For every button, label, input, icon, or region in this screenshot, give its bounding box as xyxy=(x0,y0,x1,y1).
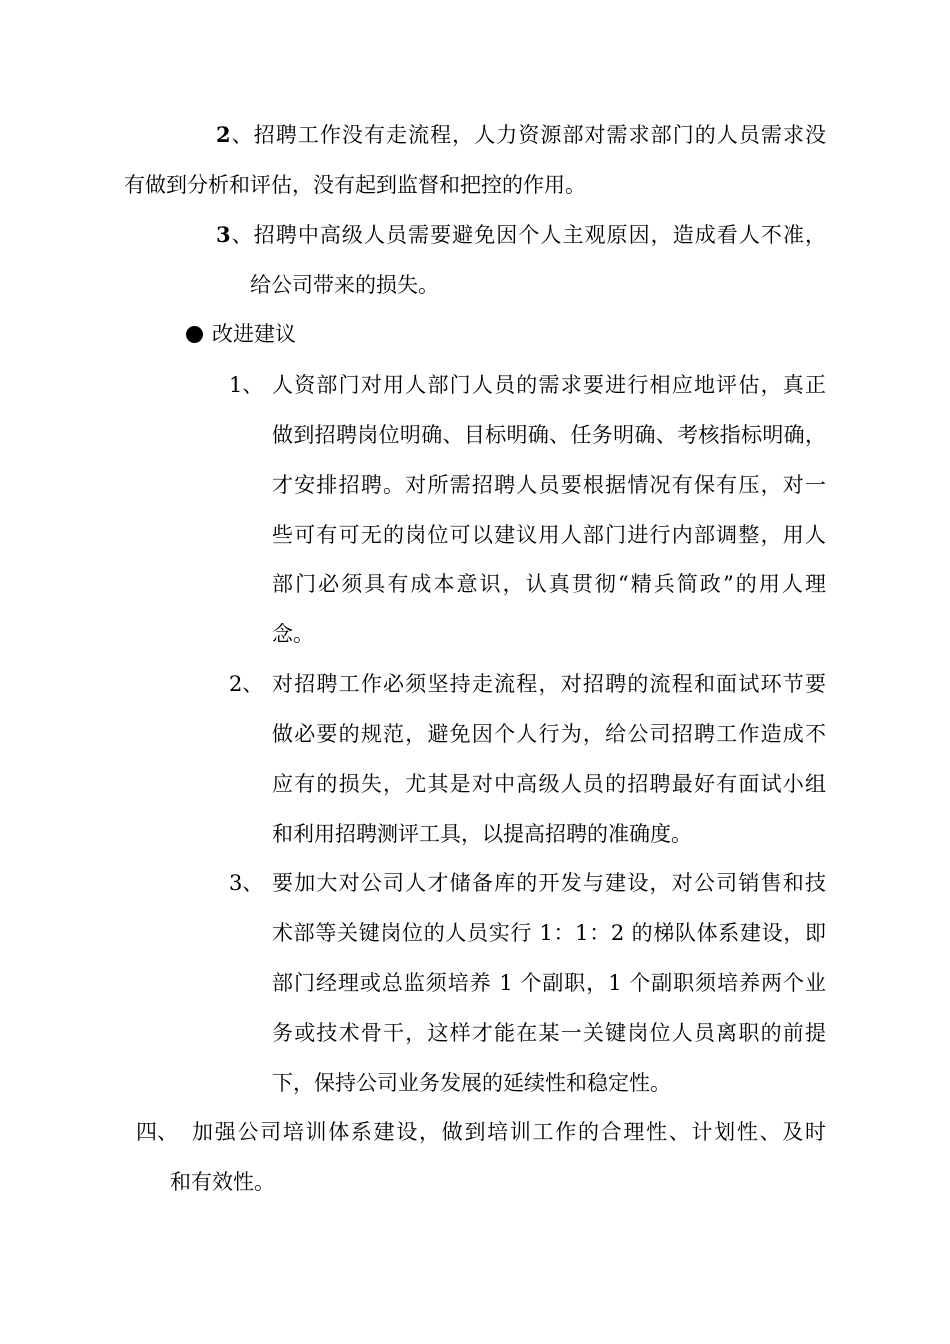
suggestion-3-line-4: 务或技术骨干，这样才能在某一关键岗位人员离职的前提 xyxy=(272,1021,826,1045)
bullet-dot-icon xyxy=(186,326,203,343)
suggestion-1-marker: 1、 xyxy=(229,373,264,397)
issue-3-line-2: 给公司带来的损失。 xyxy=(250,273,439,297)
suggestion-2-line-1: 对招聘工作必须坚持走流程，对招聘的流程和面试环节要 xyxy=(272,672,826,696)
section-four-line-1: 加强公司培训体系建设，做到培训工作的合理性、计划性、及时 xyxy=(192,1120,826,1144)
suggestion-2-marker: 2、 xyxy=(229,672,264,696)
issue-2-number: 2 xyxy=(216,122,231,147)
suggestion-1-line-2: 做到招聘岗位明确、目标明确、任务明确、考核指标明确， xyxy=(272,423,826,447)
suggestion-1-line-5: 部门必须具有成本意识，认真贯彻“精兵简政”的用人理 xyxy=(272,572,826,596)
suggestion-1-line-1: 人资部门对用人部门人员的需求要进行相应地评估，真正 xyxy=(272,373,826,397)
suggestion-1-line-4: 些可有可无的岗位可以建议用人部门进行内部调整，用人 xyxy=(272,523,826,547)
suggestion-3-line-2: 术部等关键岗位的人员实行 1：1：2 的梯队体系建设，即 xyxy=(272,921,826,945)
suggestion-3-line-3: 部门经理或总监须培养 1 个副职，1 个副职须培养两个业 xyxy=(272,971,826,995)
section-four-marker: 四、 xyxy=(136,1120,178,1144)
issue-2-line-2: 有做到分析和评估，没有起到监督和把控的作用。 xyxy=(124,173,586,197)
suggestion-1-line-6: 念。 xyxy=(272,622,314,646)
issue-2-line-1: 2、招聘工作没有走流程，人力资源部对需求部门的人员需求没 xyxy=(216,122,826,147)
suggestion-2-line-2: 做必要的规范，避免因个人行为，给公司招聘工作造成不 xyxy=(272,722,826,746)
suggestion-3-line-5: 下，保持公司业务发展的延续性和稳定性。 xyxy=(272,1071,671,1095)
suggestion-3-marker: 3、 xyxy=(229,871,264,895)
suggestion-1-line-3: 才安排招聘。对所需招聘人员要根据情况有保有压，对一 xyxy=(272,473,826,497)
section-four-line-2: 和有效性。 xyxy=(170,1170,275,1194)
suggestion-2-line-4: 和利用招聘测评工具，以提高招聘的准确度。 xyxy=(272,822,692,846)
suggestions-heading: 改进建议 xyxy=(212,322,296,346)
suggestion-3-line-1: 要加大对公司人才储备库的开发与建设，对公司销售和技 xyxy=(272,871,826,895)
issue-3-number: 3 xyxy=(216,222,231,247)
issue-3-line-1: 3、招聘中高级人员需要避免因个人主观原因，造成看人不准， xyxy=(216,222,826,247)
suggestion-2-line-3: 应有的损失，尤其是对中高级人员的招聘最好有面试小组 xyxy=(272,772,826,796)
